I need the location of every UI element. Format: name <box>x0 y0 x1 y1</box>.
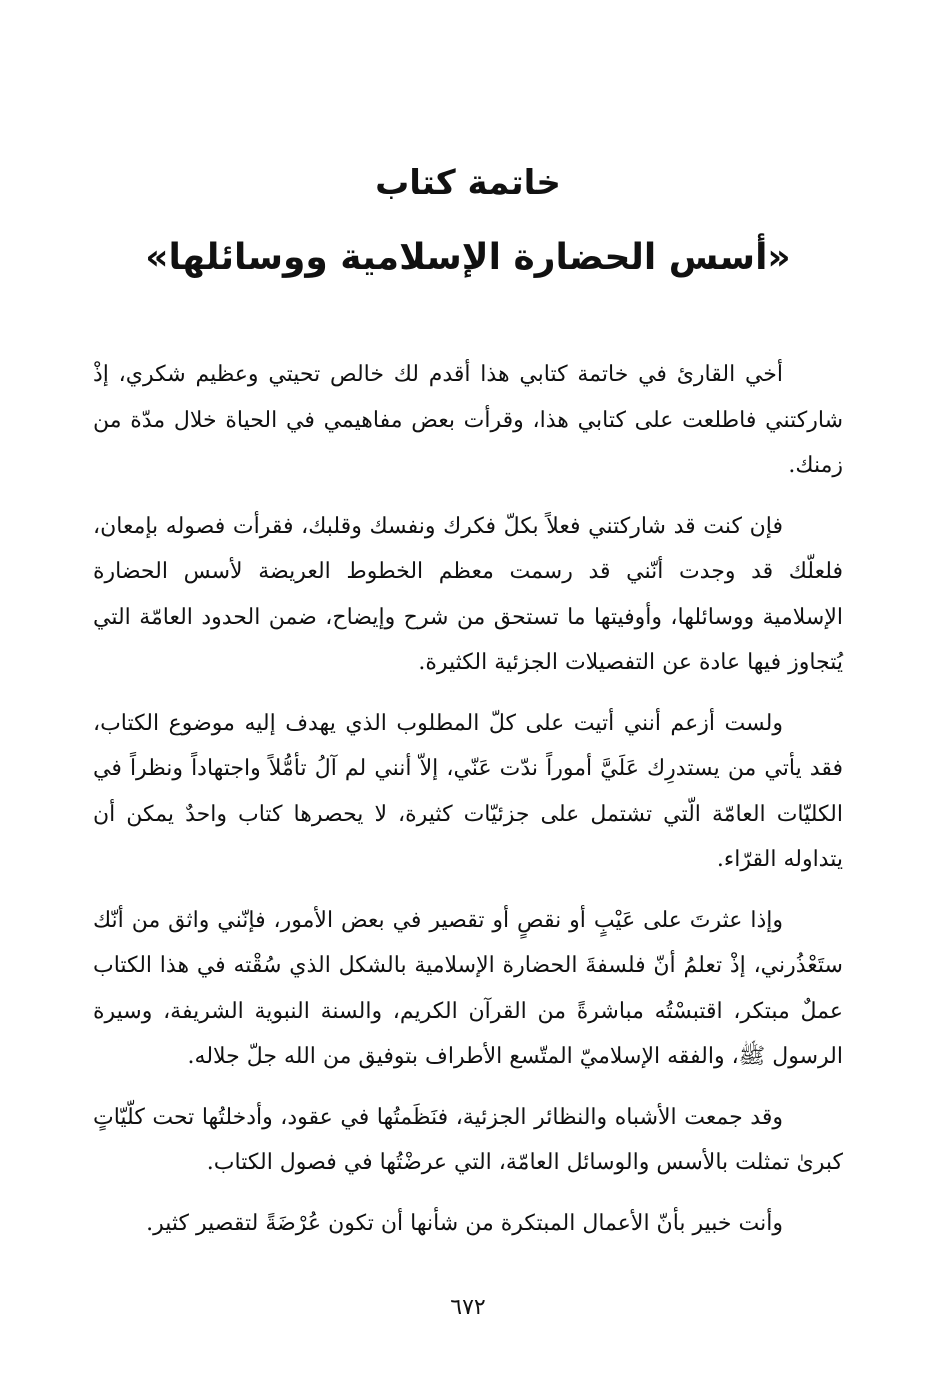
paragraph: وإذا عثرتَ على عَيْبٍ أو نقصٍ أو تقصير في بعض الأمور، فإنّني واثق من أنّك ستَعْذُرني، إذْ تعلمُ أنّ فلسفةَ الحضارة الإسلامية بالشكل الذي سُقْته في هذا الكتاب عملٌ مبتكر، اقتبسْتُه مباشرةً من القرآن الكريم، والسنة النبوية الشريفة، وسيرة الرسول ﷺ، والفقه الإسلاميّ المتّسع الأطراف بتوفيق من الله جلّ جلاله. <box>93 907 843 1069</box>
paragraph: وأنت خبير بأنّ الأعمال المبتكرة من شأنها أن تكون عُرْضَةً لتقصير كثير. <box>146 1210 783 1236</box>
chapter-title: خاتمة كتاب <box>375 163 561 203</box>
paragraph: وقد جمعت الأشباه والنظائر الجزئية، فنَظَمتُها في عقود، وأدخلتُها تحت كلّيّاتٍ كبرىٰ تمثلت بالأسس والوسائل العامّة، التي عرضْتُها في فصول الكتاب. <box>93 1104 843 1175</box>
paragraph: فإن كنت قد شاركتني فعلاً بكلّ فكرك ونفسك وقلبك، فقرأت فصوله بإمعان، فلعلّك قد وجدت أنّني قد رسمت معظم الخطوط العريضة لأسس الحضارة الإسلامية ووسائلها، وأوفيتها ما تستحق من شرح وإيضاح، ضمن الحدود العامّة التي يُتجاوز فيها عادة عن التفصيلات الجزئية الكثيرة. <box>93 513 843 675</box>
page-number: ٦٧٢ <box>450 1295 486 1320</box>
body-text <box>93 352 843 1261</box>
book-title: «أسس الحضارة الإسلامية ووسائلها» <box>145 237 791 278</box>
paragraph: أخي القارئ في خاتمة كتابي هذا أقدم لك خالص تحيتي وعظيم شكري، إذْ شاركتني فاطلعت على كتابي هذا، وقرأت بعض مفاهيمي في الحياة خلال مدّة من زمنك. <box>93 362 843 478</box>
paragraph: ولست أزعم أنني أتيت على كلّ المطلوب الذي يهدف إليه موضوع الكتاب، فقد يأتي من يستدرِك عَلَيَّ أموراً ندّت عَنّي، إلاّ أنني لم آلُ تأمُّلاً واجتهاداً ونظراً في الكليّات العامّة الّتي تشتمل على جزئيّات كثيرة، لا يحصرها كتاب واحدٌ يمكن أن يتداوله القرّاء. <box>93 710 843 872</box>
